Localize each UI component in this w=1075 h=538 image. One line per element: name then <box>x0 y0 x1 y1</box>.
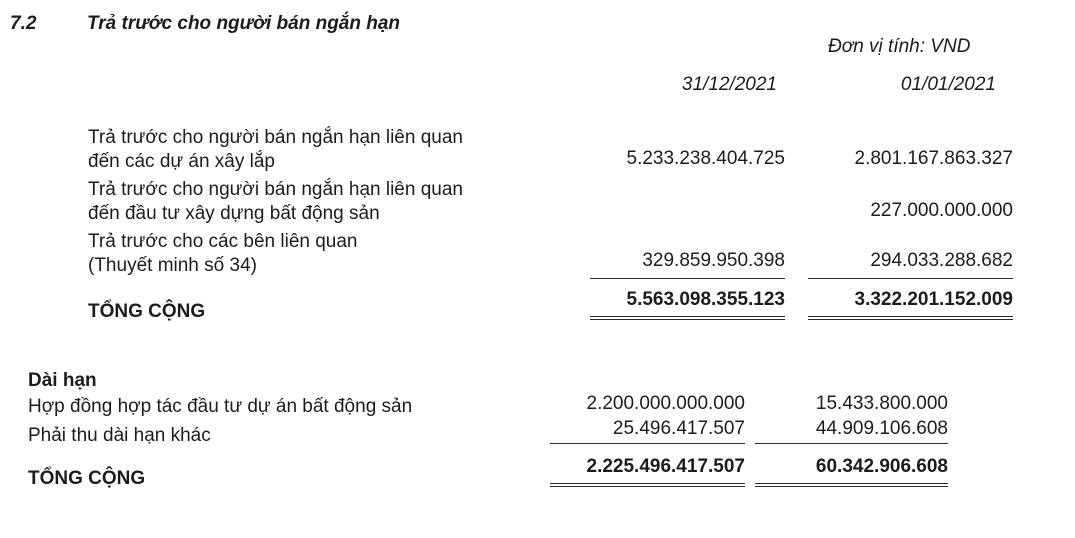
row-value-related-2021-end: 329.859.950.398 <box>590 250 785 279</box>
long-term-value-cooperation-2021-start: 15.433.800.000 <box>815 393 948 414</box>
row-value-construction-2021-start: 2.801.167.863.327 <box>854 148 1013 169</box>
row-label-construction-line2: đến các dự án xây lắp <box>88 151 276 172</box>
total-label: TỔNG CỘNG <box>88 301 206 322</box>
long-term-label-other: Phải thu dài hạn khác <box>28 425 211 446</box>
row-label-realestate-line2: đến đầu tư xây dựng bất động sản <box>88 203 380 224</box>
column-header-2021-end: 31/12/2021 <box>681 74 777 95</box>
section-title: Trả trước cho người bán ngắn hạn <box>87 13 401 34</box>
total-value-2021-end: 5.563.098.355.123 <box>590 289 785 320</box>
row-label-related-line2: (Thuyết minh số 34) <box>88 255 257 276</box>
column-header-2021-start: 01/01/2021 <box>900 74 996 95</box>
row-value-related-2021-start: 294.033.288.682 <box>808 250 1013 279</box>
long-term-label-cooperation: Hợp đồng hợp tác đầu tư dự án bất động sản <box>28 396 413 417</box>
long-term-total-2021-start: 60.342.906.608 <box>755 456 948 487</box>
row-label-realestate-line1: Trả trước cho người bán ngắn hạn liên quan <box>88 179 463 200</box>
long-term-value-cooperation-2021-end: 2.200.000.000.000 <box>586 393 745 414</box>
unit-label: Đơn vị tính: VND <box>828 36 971 57</box>
row-value-construction-2021-end: 5.233.238.404.725 <box>626 148 785 169</box>
total-value-2021-start: 3.322.201.152.009 <box>808 289 1013 320</box>
long-term-value-other-2021-start: 44.909.106.608 <box>755 418 948 444</box>
section-number: 7.2 <box>10 13 37 34</box>
long-term-heading: Dài hạn <box>28 370 97 391</box>
long-term-total-2021-end: 2.225.496.417.507 <box>550 456 745 487</box>
long-term-value-other-2021-end: 25.496.417.507 <box>550 418 745 444</box>
row-label-construction-line1: Trả trước cho người bán ngắn hạn liên quan <box>88 127 463 148</box>
row-value-realestate-2021-start: 227.000.000.000 <box>870 200 1013 221</box>
row-label-related-line1: Trả trước cho các bên liên quan <box>88 231 358 252</box>
long-term-total-label: TỔNG CỘNG <box>28 468 146 489</box>
